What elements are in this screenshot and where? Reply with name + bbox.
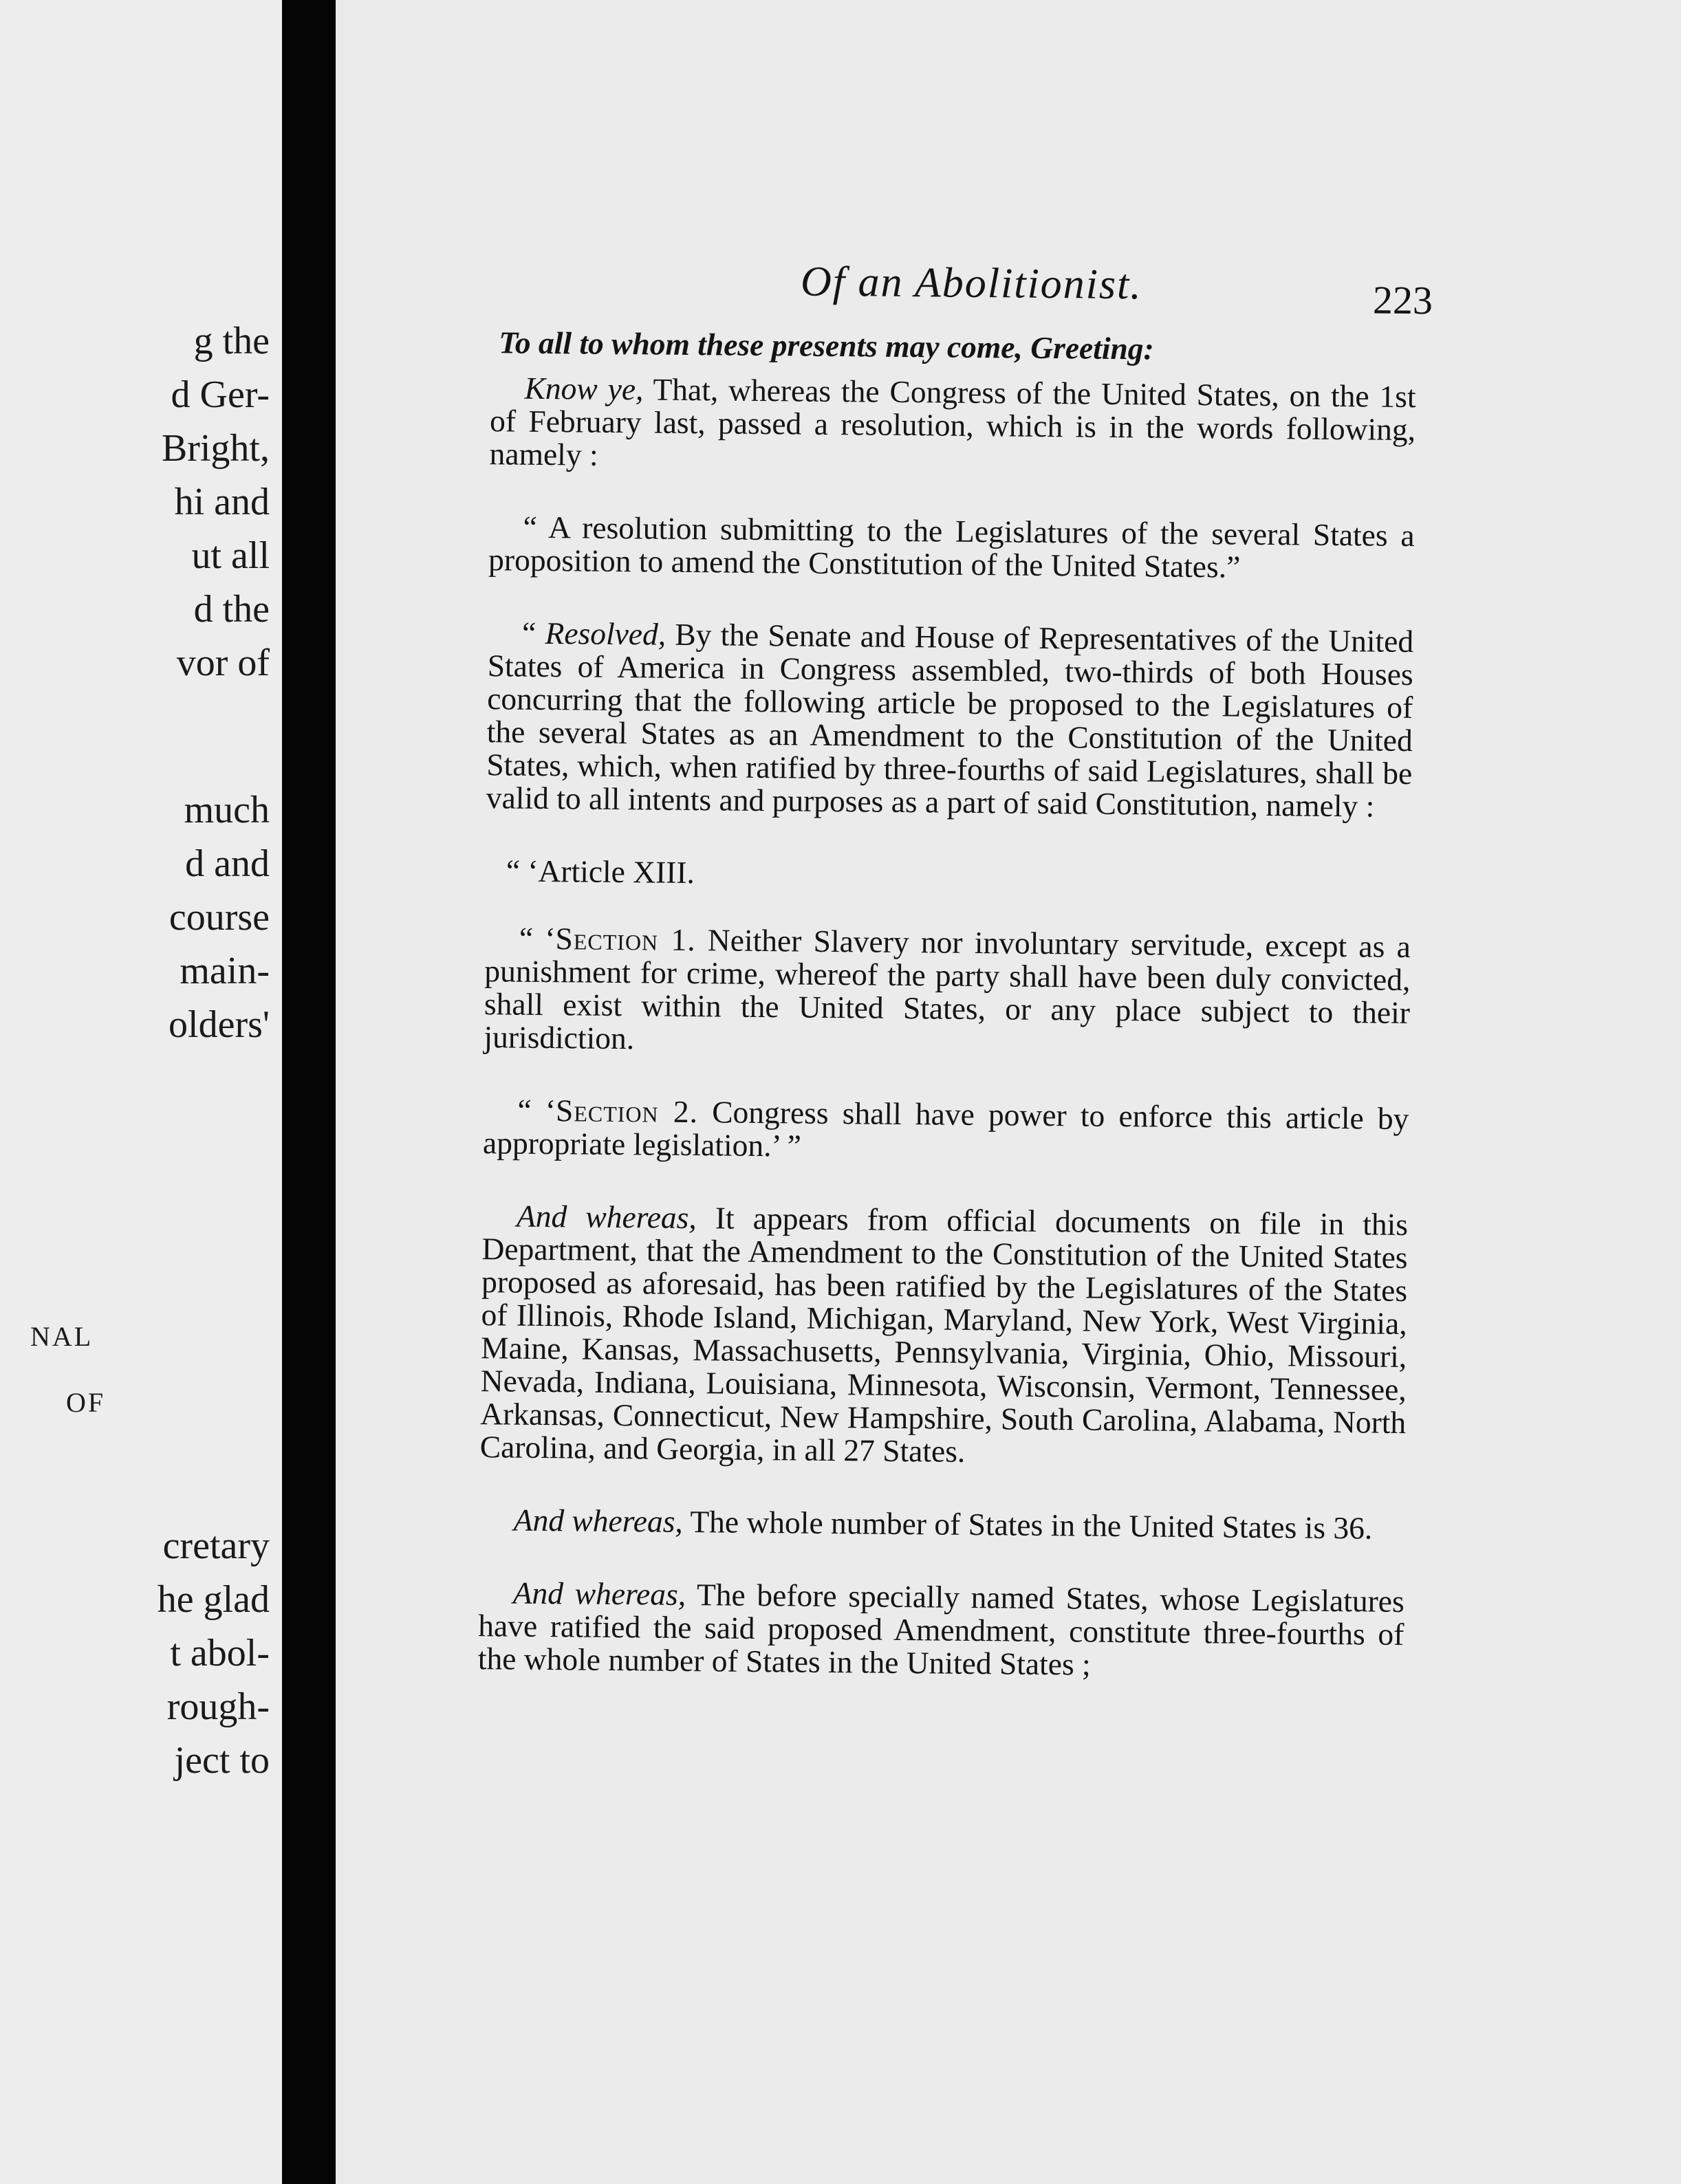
greeting-text: To all to whom these presents may come, Greeting: [498,325,1154,367]
left-line: course [169,896,270,939]
lead-phrase: Know ye, [524,370,644,407]
page-number: 223 [1372,277,1433,323]
running-head: Of an Abolitionist. [800,258,1143,309]
open-quote: “ ‘ [517,1092,556,1128]
paragraph-text: Congress shall have power to enforce this article by appropriate legislation.’ ” [482,1094,1409,1164]
left-line: t abol- [170,1632,270,1674]
whereas-ratified [480,1199,1409,1472]
paragraph-text: By the Senate and House of Representatives of the United States of America in Congress assembled, two-thirds of both Houses concurring that the following article be proposed to the Legislatures of the several States as an Amendment to the Constitution of the United States, which, when ratified by three-fourths of said Legislatures, shall be valid to all intents and purposes as a part of said Constitution, namely : [486,616,1414,824]
whereas-number [479,1503,1405,1545]
resolved-paragraph [486,616,1414,823]
left-line: vor of [176,642,270,684]
paragraph-text: It appears from official documents on file in this Department, that the Amendment to the Constitution of the United States proposed as aforesaid, has been ratified by the Legislatures of the States of Illinois, Rhode Island, Michigan, Maryland, New York, West Virginia, Maine, Kansas, Massachusetts, Pennsylvania, Virginia, Ohio, Missouri, Nevada, Indiana, Louisiana, Minnesota, Wisconsin, Vermont, Tennessee, Arkansas, Connecticut, New Hampshire, South Carolina, Alabama, North Carolina, and Georgia, in all 27 States. [479,1200,1409,1469]
open-quote: “ [521,615,545,651]
open-quote: “ ‘ [519,920,556,957]
lead-phrase: And whereas, [516,1198,697,1236]
whereas-three-fourths [478,1576,1405,1684]
section-label: Section 2. [555,1093,699,1130]
left-line: g the [193,320,270,362]
left-line: main- [180,950,270,992]
paragraph-know-ye [489,371,1416,479]
section-1 [484,921,1411,1062]
lead-phrase: Resolved, [545,615,666,652]
article-heading: “ ‘Article XIII. [506,853,695,891]
left-line: hi and [174,481,270,523]
section-2 [483,1093,1409,1168]
paragraph-text: The whole number of States in the United States is 36. [690,1504,1373,1546]
paragraph-text: That, whereas the Congress of the United States, on the 1st of February last, passed a resolution, which is in the words following, namely : [489,371,1416,472]
greeting [490,326,1416,368]
left-line: rough- [166,1685,270,1728]
quoted-resolution-title: “ A resolution submitting to the Legislatures of the several States a proposition to amend the Constitution of the United States.” [488,509,1415,585]
left-heading-fragment: NAL [30,1321,94,1352]
left-line: Bright, [161,427,270,470]
left-line: ject to [174,1739,270,1782]
section-label: Section 1. [555,921,696,958]
left-line: d and [185,842,270,885]
left-heading-fragment: OF [66,1387,106,1418]
paragraph-text: Neither Slavery nor involuntary servitude, except as a punishment for crime, whereof the party shall have been duly convicted, shall exist within the United States, or any place subject to their jurisdiction. [484,922,1411,1056]
lead-phrase: And whereas, [512,1575,686,1612]
left-line: d Ger- [171,373,270,416]
left-line: d the [193,588,270,631]
left-line: ut all [191,534,270,577]
page-body [477,326,1416,1724]
book-page [336,0,1681,2184]
left-line: much [184,789,270,831]
left-line: cretary [162,1525,270,1567]
lead-phrase: And whereas, [513,1502,684,1539]
left-line: olders' [169,1003,270,1046]
left-facing-page [0,0,282,2184]
paragraph-text: The before specially named States, whose Legislatures have ratified the said proposed Amendment, constitute three-fourths of the whole number of States in the United States ; [477,1577,1405,1682]
left-line: he glad [157,1578,270,1621]
